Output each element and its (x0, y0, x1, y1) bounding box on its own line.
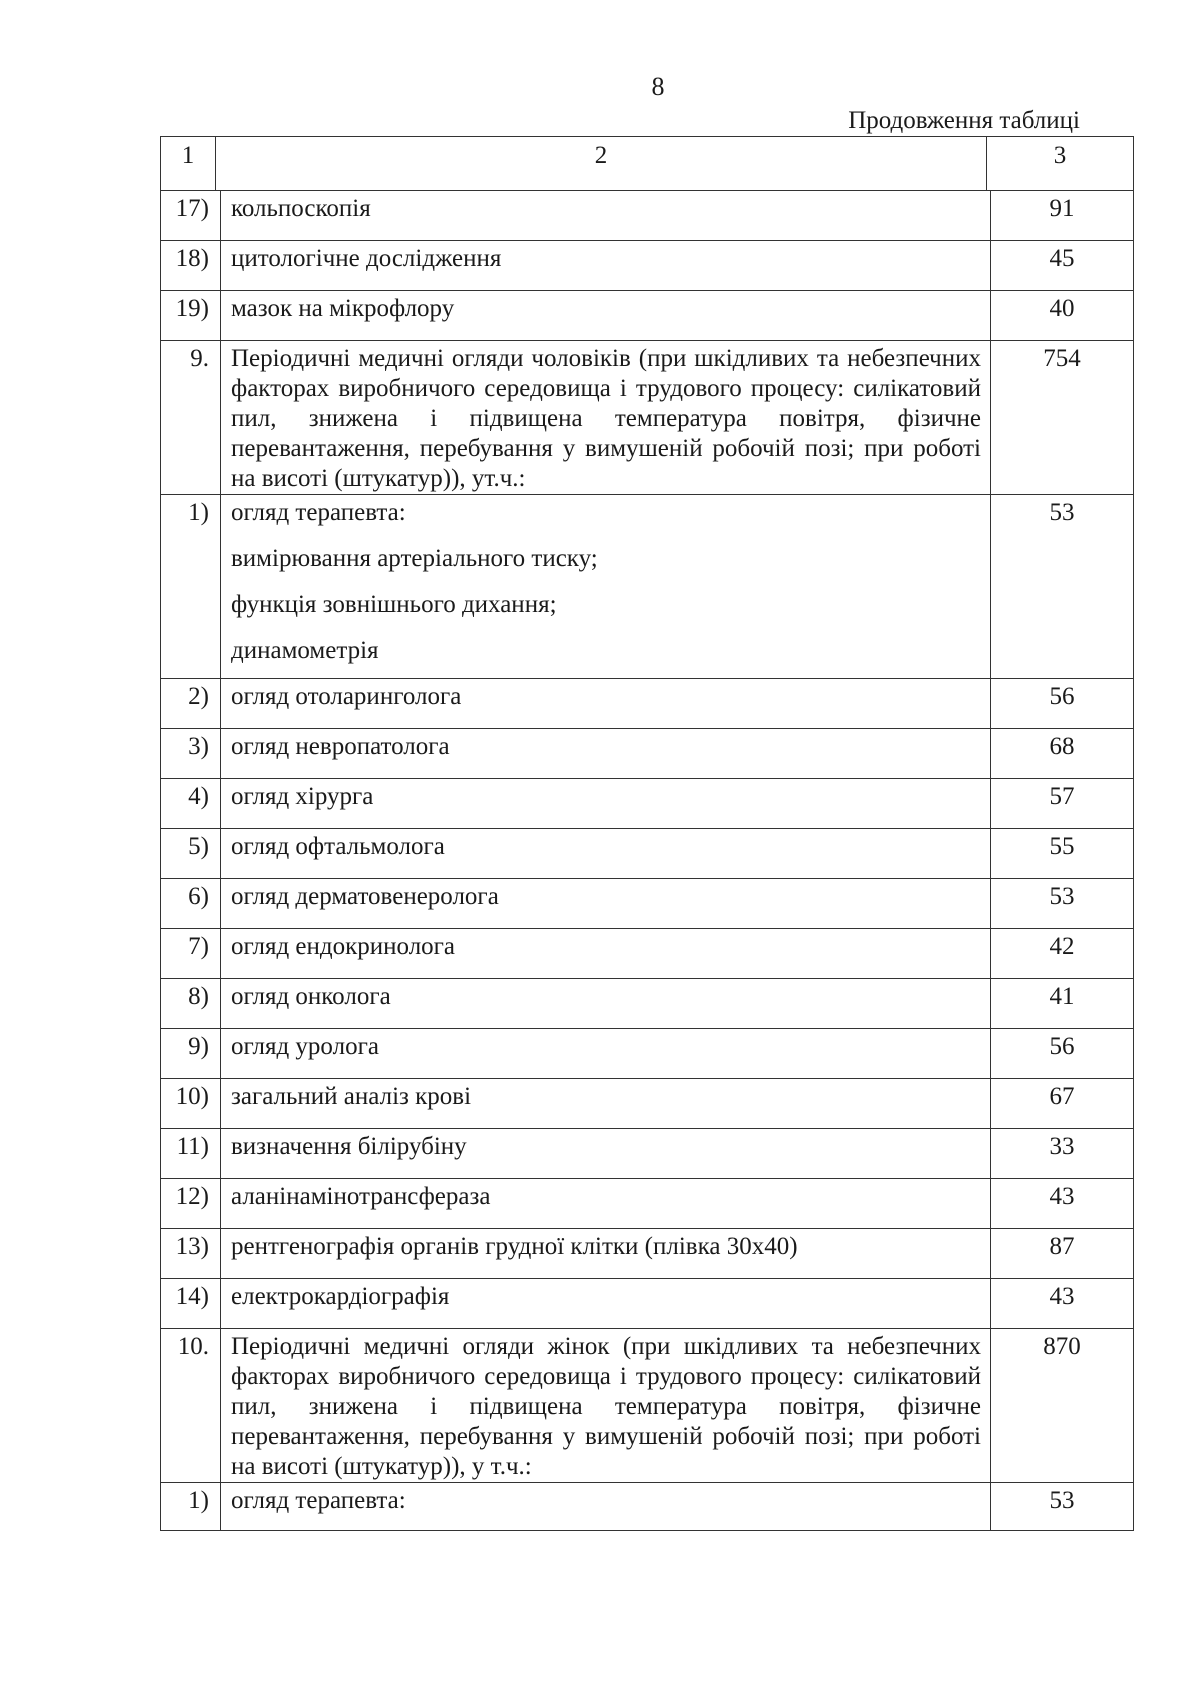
row-value: 67 (991, 1079, 1134, 1129)
row-number: 1) (161, 495, 221, 679)
row-description: огляд хірурга (221, 779, 991, 829)
row-description: рентгенографія органів грудної клітки (плівка 30х40) (221, 1229, 991, 1279)
row-number: 8) (161, 979, 221, 1029)
row-number: 10) (161, 1079, 221, 1129)
table-row (161, 679, 1134, 729)
row-description: електрокардіографія (221, 1279, 991, 1329)
row-value: 45 (991, 241, 1134, 291)
table-row (161, 1029, 1134, 1079)
row-sub-item: динамометрія (231, 637, 379, 664)
table-row (161, 829, 1134, 879)
table-row (161, 729, 1134, 779)
table-row (161, 1483, 1134, 1531)
row-description: огляд уролога (221, 1029, 991, 1079)
row-description: огляд терапевта: (221, 1483, 991, 1531)
row-description: огляд отоларинголога (221, 679, 991, 729)
row-value: 754 (991, 341, 1134, 495)
table-header (160, 136, 1134, 191)
row-value: 33 (991, 1129, 1134, 1179)
row-value: 56 (991, 679, 1134, 729)
row-description: визначення білірубіну (221, 1129, 991, 1179)
row-description: Періодичні медичні огляди чоловіків (при шкідливих та небезпечних факторах виробничого середовища і трудового процесу: силікатовий пил, знижена і підвищена температура повітря, фізичне перевантаження, перебування у вимушеній робочій позі; при роботі на висоті (штукатур)), ут.ч.: (221, 341, 991, 495)
row-number: 2) (161, 679, 221, 729)
row-value: 53 (991, 495, 1134, 679)
row-description-title: огляд терапевта: (231, 499, 406, 526)
row-number: 9) (161, 1029, 221, 1079)
table-row (161, 341, 1134, 495)
row-number: 14) (161, 1279, 221, 1329)
header-col-1: 1 (161, 137, 216, 191)
row-value: 53 (991, 879, 1134, 929)
row-number: 10. (161, 1329, 221, 1483)
page-number: 8 (651, 72, 665, 101)
row-value: 43 (991, 1279, 1134, 1329)
row-description: огляд дерматовенеролога (221, 879, 991, 929)
row-number: 1) (161, 1483, 221, 1531)
header-col-2: 2 (216, 137, 987, 191)
table-row (161, 1079, 1134, 1129)
row-value: 41 (991, 979, 1134, 1029)
row-value: 43 (991, 1179, 1134, 1229)
table-row (161, 495, 1134, 679)
table-row (161, 779, 1134, 829)
row-number: 6) (161, 879, 221, 929)
table-row (161, 1329, 1134, 1483)
row-value: 87 (991, 1229, 1134, 1279)
row-number: 5) (161, 829, 221, 879)
row-description: огляд невропатолога (221, 729, 991, 779)
row-number: 7) (161, 929, 221, 979)
row-description: огляд ендокринолога (221, 929, 991, 979)
table-continuation-label: Продовження таблиці (848, 107, 1080, 134)
header-row (161, 137, 1134, 191)
row-number: 3) (161, 729, 221, 779)
row-description: огляд офтальмолога (221, 829, 991, 879)
row-description: цитологічне дослідження (221, 241, 991, 291)
row-value: 42 (991, 929, 1134, 979)
row-number: 12) (161, 1179, 221, 1229)
row-description: загальний аналіз крові (221, 1079, 991, 1129)
row-number: 18) (161, 241, 221, 291)
row-description: огляд онколога (221, 979, 991, 1029)
table-row (161, 1229, 1134, 1279)
row-number: 13) (161, 1229, 221, 1279)
table-row (161, 1279, 1134, 1329)
row-number: 17) (161, 191, 221, 241)
table-row (161, 879, 1134, 929)
table-row (161, 929, 1134, 979)
table-row (161, 979, 1134, 1029)
row-sub-item: вимірювання артеріального тиску; (231, 545, 598, 572)
row-sub-item: функція зовнішнього дихання; (231, 591, 557, 618)
row-value: 57 (991, 779, 1134, 829)
table-row (161, 241, 1134, 291)
row-description: кольпоскопія (221, 191, 991, 241)
table-row (161, 1179, 1134, 1229)
row-description: аланінамінотрансфераза (221, 1179, 991, 1229)
row-number: 9. (161, 341, 221, 495)
row-value: 68 (991, 729, 1134, 779)
row-number: 4) (161, 779, 221, 829)
table-row (161, 1129, 1134, 1179)
row-value: 55 (991, 829, 1134, 879)
header-col-3: 3 (987, 137, 1134, 191)
row-number: 19) (161, 291, 221, 341)
row-value: 40 (991, 291, 1134, 341)
row-value: 56 (991, 1029, 1134, 1079)
row-description: Періодичні медичні огляди жінок (при шкідливих та небезпечних факторах виробничого середовища і трудового процесу: силікатовий пил, знижена і підвищена температура повітря, фізичне перевантаження, перебування у вимушеній робочій позі; при роботі на висоті (штукатур)), у т.ч.: (221, 1329, 991, 1483)
table-body (161, 191, 1134, 1531)
row-value: 91 (991, 191, 1134, 241)
row-number: 11) (161, 1129, 221, 1179)
table-row (161, 291, 1134, 341)
row-value: 53 (991, 1483, 1134, 1531)
table-row (161, 191, 1134, 241)
row-description: мазок на мікрофлору (221, 291, 991, 341)
row-value: 870 (991, 1329, 1134, 1483)
row-description (221, 495, 991, 679)
services-table (160, 190, 1134, 1531)
